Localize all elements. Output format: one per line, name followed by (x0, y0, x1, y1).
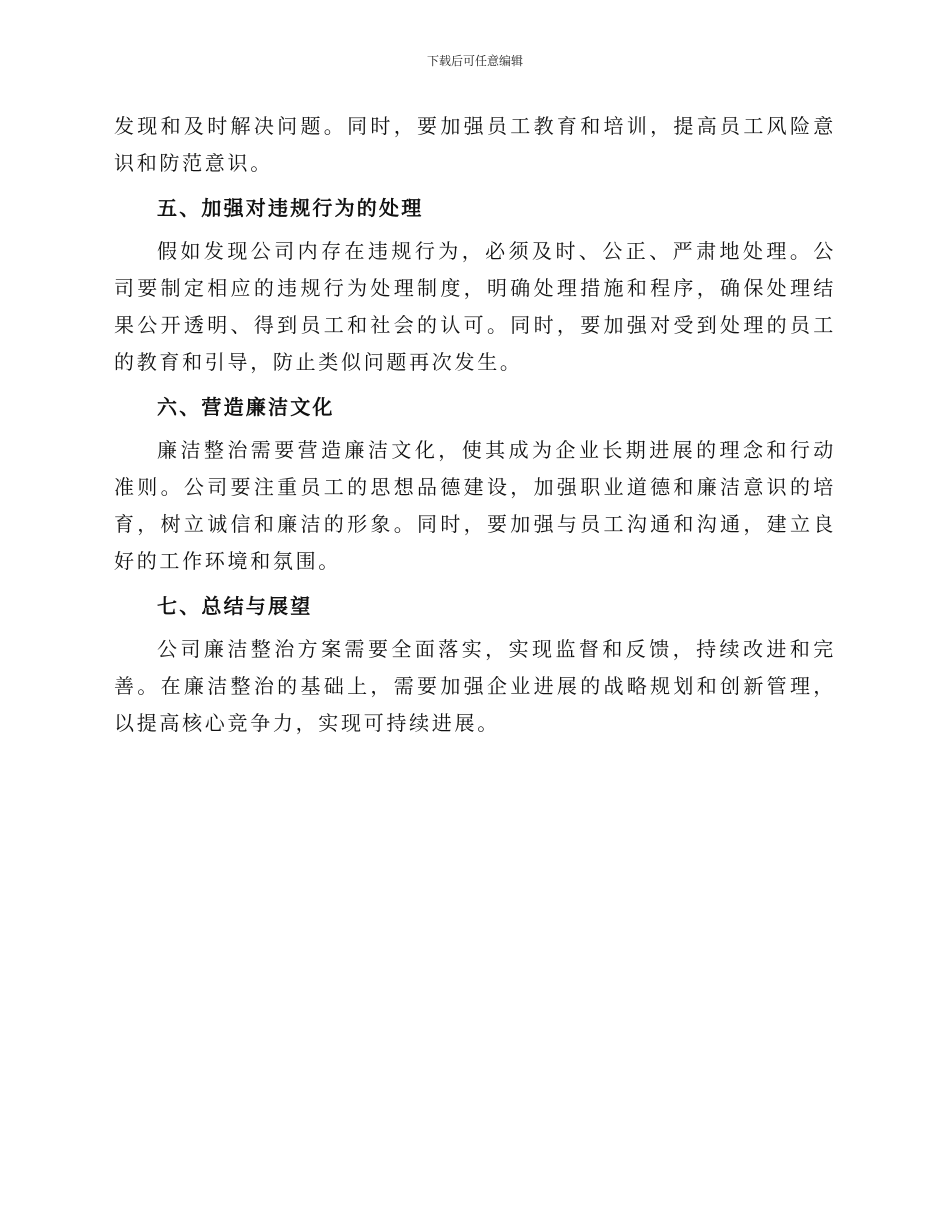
page-header: 下载后可任意编辑 (426, 54, 523, 68)
section-heading-7: 七、总结与展望 (157, 594, 313, 618)
section-paragraph-5: 假如发现公司内存在违规行为，必须及时、公正、严肃地处理。公司要制定相应的违规行为处理制度，明确处理措施和程序，确保处理结果公开透明、得到员工和社会的认可。同时，要加强对受到处理的员工的教育和引导，防止类似问题再次发生。 (114, 239, 836, 374)
section-heading-5: 五、加强对违规行为的处理 (157, 196, 424, 220)
section-paragraph-6: 廉洁整治需要营造廉洁文化，使其成为企业长期进展的理念和行动准则。公司要注重员工的思想品德建设，加强职业道德和廉洁意识的培育，树立诚信和廉洁的形象。同时，要加强与员工沟通和沟通，建立良好的工作环境和氛围。 (114, 438, 836, 573)
document-body (114, 108, 836, 742)
section-heading-6: 六、营造廉洁文化 (157, 395, 335, 419)
continued-paragraph: 发现和及时解决问题。同时，要加强员工教育和培训，提高员工风险意识和防范意识。 (114, 114, 836, 175)
section-paragraph-7: 公司廉洁整治方案需要全面落实，实现监督和反馈，持续改进和完善。在廉洁整治的基础上，需要加强企业进展的战略规划和创新管理，以提高核心竞争力，实现可持续进展。 (114, 637, 836, 735)
